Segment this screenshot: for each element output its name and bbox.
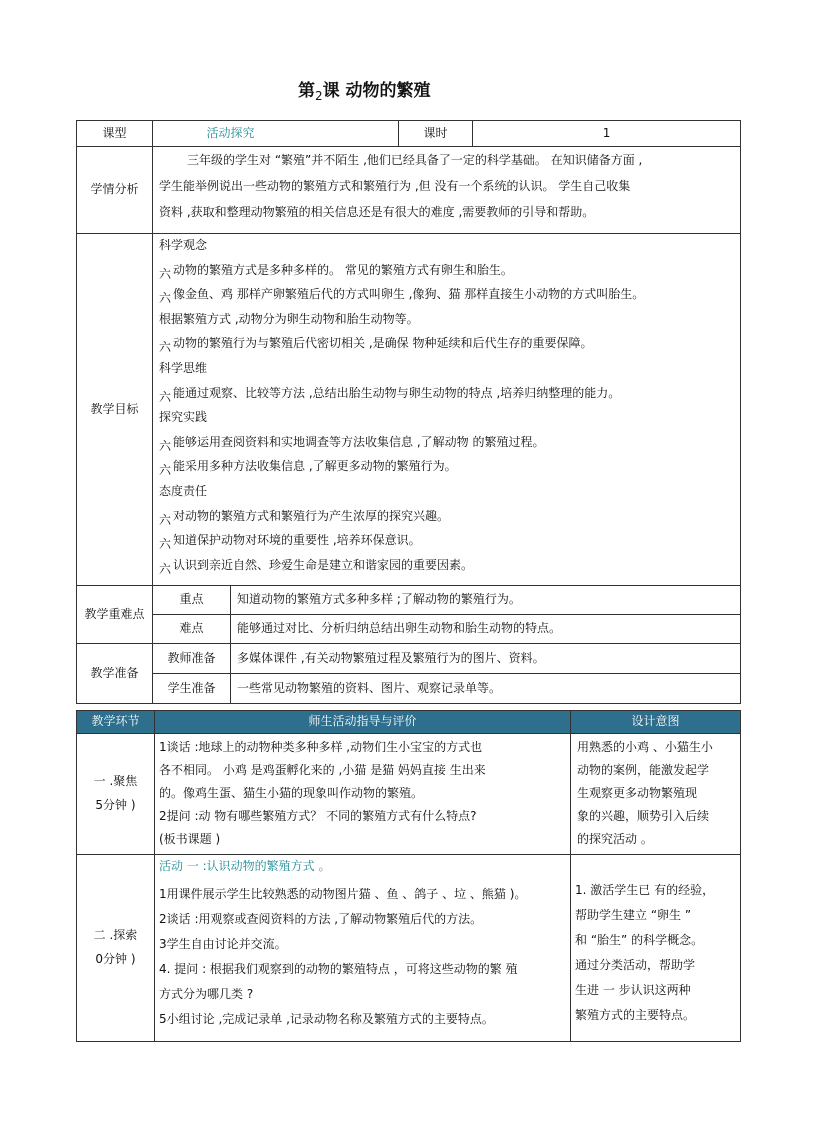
analysis-label: 学情分析 [77,147,153,234]
goal-line: 态度责任 [159,484,208,498]
goal-bullet: 六 [159,561,172,576]
stage1-intent-line: 象的兴趣，顺势引入后续 [577,809,710,823]
stage1-line: (板书课题 ) [159,832,221,846]
goal-line: 动物的繁殖行为与繁殖后代密切相关 ,是确保 物种延续和后代生存的重要保障。 [173,336,593,351]
stage1-line: 各不相同。 小鸡 是鸡蛋孵化来的 ,小猫 是猫 妈妈直接 生出来 [159,763,486,777]
title-number: 2 [315,89,323,103]
goal-line: 科学思维 [159,361,208,375]
stage2-intent-line: 生进 一 步认识这两种 [575,983,691,997]
goal-line: 对动物的繁殖方式和繁殖行为产生浓厚的探究兴趣。 [173,508,450,523]
stage1-intent-line: 的探究活动 。 [577,832,653,846]
key-value: 知道动物的繁殖方式多种多样 ;了解动物的繁殖行为。 [231,586,741,615]
stage2-name-line2: 0分钟 ) [95,952,136,966]
stage1-intent [571,734,741,855]
goal-line: 根据繁殖方式 ,动物分为卵生动物和胎生动物等。 [159,311,419,326]
header-stage: 教学环节 [77,711,155,734]
stage2-intent-line: 1. 激活学生已 有的经验， [575,883,715,897]
stage1-line: 1谈话 :地球上的动物种类多种多样 ,动物们生小宝宝的方式也 [159,740,483,754]
process-table [76,710,741,1042]
stage2-name [77,855,155,1042]
teacher-prep-label: 教师准备 [153,644,231,674]
diff-label: 难点 [153,615,231,644]
goal-bullet: 六 [159,340,172,355]
goal-bullet: 六 [159,291,172,306]
stage2-intent-line: 帮助学生建立 “卵生 ” [575,908,692,922]
diff-value: 能够通过对比、分析归纳总结出卵生动物和胎生动物的特点。 [231,615,741,644]
goal-line: 科学观念 [159,238,208,252]
goal-line: 能采用多种方法收集信息 ,了解更多动物的繁殖行为。 [173,459,457,474]
type-label: 课型 [77,121,153,147]
goal-line: 知道保护动物对环境的重要性 ,培养环保意识。 [173,533,421,548]
goal-line: 能够运用查阅资料和实地调查等方法收集信息 ,了解动物 的繁殖过程。 [173,434,545,449]
stage2-intent-line: 和 “胎生” 的科学概念。 [575,933,704,947]
lesson-info-table [76,120,741,704]
prep-label: 教学准备 [77,644,153,704]
stage2-line: 5小组讨论 ,完成记录单 ,记录动物名称及繁殖方式的主要特点。 [159,1012,494,1026]
student-prep-label: 学生准备 [153,674,231,704]
goals-label: 教学目标 [77,234,153,586]
stage1-line: 2提问 :动 物有哪些繁殖方式？ 不同的繁殖方式有什么特点? [159,809,477,823]
stage2-intent-line: 通过分类活动，帮助学 [575,958,696,972]
stage2-line: 方式分为哪几类 ? [159,987,254,1001]
stage1-intent-line: 生观察更多动物繁殖现 [577,786,698,800]
goal-bullet: 六 [159,389,172,404]
title-prefix: 第 [298,81,315,101]
stage2-name-line1: 二 .探索 [93,928,138,943]
stage2-intent-line: 繁殖方式的主要特点。 [575,1008,696,1022]
stage1-intent-line: 用熟悉的小鸡 、小猫生小 [577,740,713,754]
teacher-prep-value: 多媒体课件 ,有关动物繁殖过程及繁殖行为的图片、资料。 [231,644,741,674]
type-value: 活动探究 [153,121,399,147]
stage1-intent-line: 动物的案例，能激发起学 [577,763,710,777]
goal-bullet: 六 [159,463,172,478]
goal-line: 能通过观察、比较等方法 ,总结出胎生动物与卵生动物的特点 ,培养归纳整理的能力。 [173,385,621,400]
stage2-activity-title: 活动 一 :认识动物的繁殖方式 。 [159,859,331,873]
period-value: 1 [473,121,741,147]
goal-bullet: 六 [159,438,172,453]
stage2-line: 4. 提问 : 根据我们观察到的动物的繁殖特点 ，可将这些动物的繁 殖 [159,962,518,976]
goal-bullet: 六 [159,512,172,527]
stage1-name-line1: 一 .聚焦 [93,774,138,789]
analysis-line: 学生能举例说出一些动物的繁殖方式和繁殖行为 ,但 没有一个系统的认识。 学生自己收集 [159,179,631,193]
goal-bullet: 六 [159,266,172,281]
keypoints-label: 教学重难点 [77,586,153,644]
analysis-content [153,147,741,234]
goal-bullet: 六 [159,537,172,552]
goal-line: 探究实践 [159,410,208,425]
analysis-line: 三年级的学生对 “繁殖”并不陌生 ,他们已经具备了一定的科学基础。 在知识储备方面 , [187,153,643,167]
stage2-line: 1用课件展示学生比较熟悉的动物图片猫 、鱼 、鸽子 、垃 、熊猫 )。 [159,887,527,901]
analysis-line: 资料 ,获取和整理动物繁殖的相关信息还是有很大的难度 ,需要教师的引导和帮助。 [159,205,595,219]
stage2-line: 3学生自由讨论并交流。 [159,937,287,951]
header-intent: 设计意图 [571,711,741,734]
period-label: 课时 [399,121,473,147]
stage1-name-line2: 5分钟 ) [95,798,136,812]
stage1-line: 的。像鸡生蛋、猫生小猫的现象叫作动物的繁殖。 [159,786,424,800]
stage2-intent [571,855,741,1042]
stage2-activity [155,855,571,1042]
stage1-activity [155,734,571,855]
goal-line: 像金鱼、鸡 那样产卵繁殖后代的方式叫卵生 ,像狗、猫 那样直接生小动物的方式叫胎生。 [173,287,645,302]
header-activity: 师生活动指导与评价 [155,711,571,734]
stage2-line: 2谈话 :用观察或查阅资料的方法 ,了解动物繁殖后代的方法。 [159,912,483,926]
goal-line: 动物的繁殖方式是多种多样的。 常见的繁殖方式有卵生和胎生。 [173,262,513,277]
goals-content [153,234,741,586]
title-suffix: 课 动物的繁殖 [322,81,431,101]
key-label: 重点 [153,586,231,615]
student-prep-value: 一些常见动物繁殖的资料、图片、观察记录单等。 [231,674,741,704]
stage1-name [77,734,155,855]
goal-line: 认识到亲近自然、珍爱生命是建立和谐家园的重要因素。 [173,557,474,572]
